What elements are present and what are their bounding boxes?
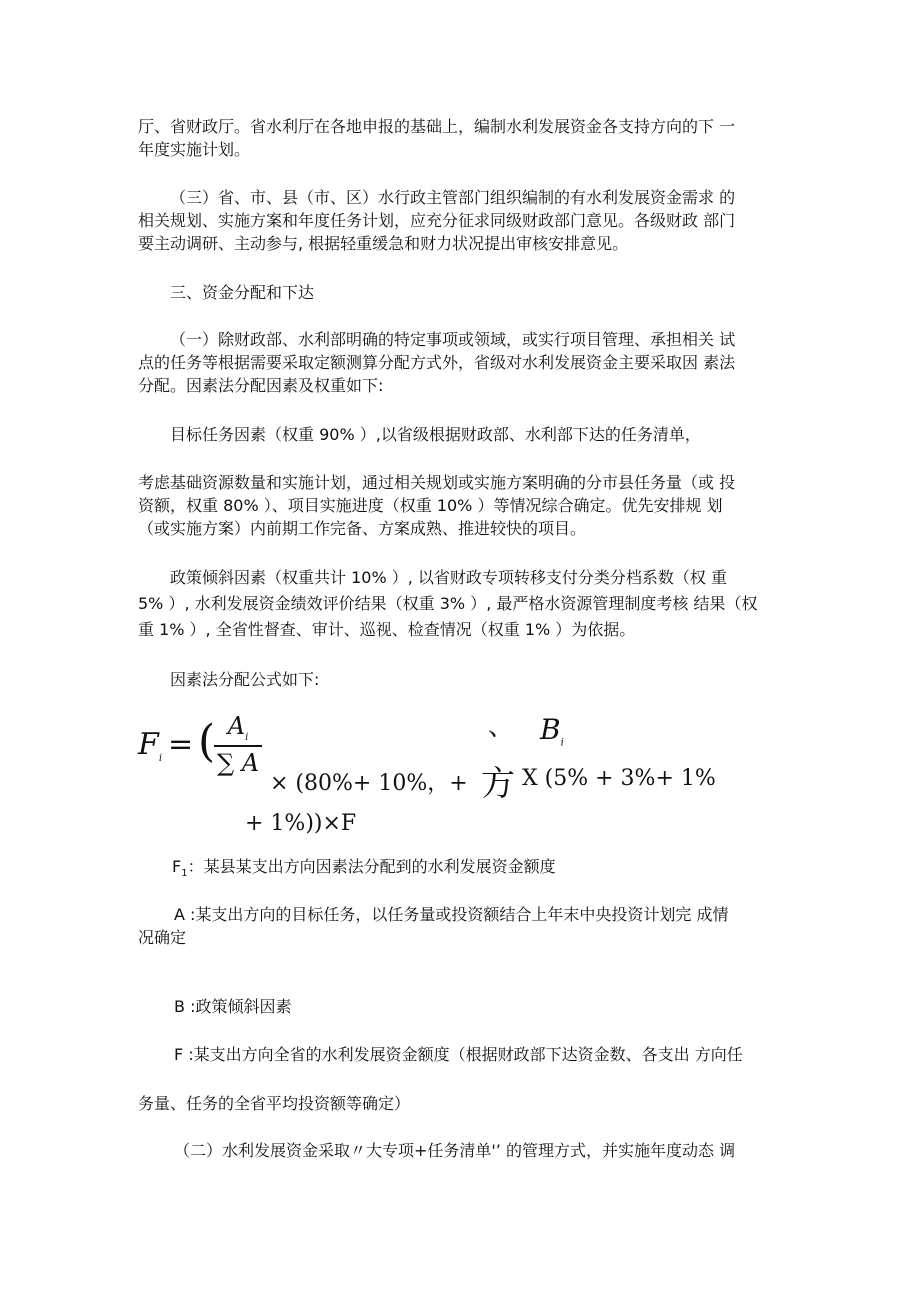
paragraph-line: 5% ）, 水利发展资金绩效评价结果（权重 3% ）, 最严格水资源管理制度考核 结果（权 — [138, 594, 758, 613]
formula-line-1: × (80%+ 10%，+ — [270, 771, 468, 796]
paragraph-line: （一）除财政部、水利部明确的特定事项或领域，或实行项目管理、承担相关 试 — [170, 330, 736, 349]
paragraph-line: （三）省、市、县（市、区）水行政主管部门组织编制的有水利发展资金需求 的 — [170, 188, 736, 207]
formula-b-term: $B_i$ — [540, 713, 564, 749]
paragraph-line: 政策倾斜因素（权重共计 10% ）, 以省财政专项转移支付分类分档系数（权 重 — [170, 568, 727, 587]
formula-open-paren: ( — [198, 716, 216, 767]
definition-f-line: F :某支出方向全省的水利发展资金额度（根据财政部下达资金数、各支出 方向任 — [174, 1045, 743, 1064]
paragraph-line: 资额，权重 80% ）、项目实施进度（权重 10% ）等情况综合确定。优先安排规 划 — [138, 496, 723, 515]
paragraph-line: 目标任务因素（权重 90% ）,以省级根据财政部、水利部下达的任务清单， — [170, 425, 701, 444]
definition-b: B :政策倾斜因素 — [174, 997, 292, 1016]
paragraph-line: （或实施方案）内前期工作完备、方案成熟、推进较快的项目。 — [138, 519, 587, 538]
paragraph-line: 因素法分配公式如下: — [170, 670, 320, 689]
formula-fang: 方 — [481, 764, 515, 804]
paragraph-line: 考虑基础资源数量和实施计划，通过相关规划或实施方案明确的分市县任务量（或 投 — [138, 473, 736, 492]
formula-lhs: $F_i$ = — [138, 727, 194, 764]
fraction-numerator: $A_i$ — [214, 712, 262, 747]
formula-line-2: + 1%))×F — [245, 811, 357, 836]
formula-fraction — [214, 712, 262, 777]
paragraph-line: 点的任务等根据需要采取定额测算分配方式外，省级对水利发展资金主要采取因 素法 — [138, 353, 736, 372]
definition-f-line: 务量、任务的全省平均投资额等确定） — [138, 1094, 411, 1113]
definition-a-line: 况确定 — [138, 928, 187, 947]
definition-a-line: A :某支出方向的目标任务，以任务量或投资额结合上年末中央投资计划完 成情 — [174, 905, 729, 924]
section-heading: 三、资金分配和下达 — [170, 283, 315, 302]
definition-f1: $F_1$：某县某支出方向因素法分配到的水利发展资金额度 — [172, 857, 556, 880]
paragraph-line: 要主动调研、主动参与, 根据轻重缓急和财力状况提出审核安排意见。 — [138, 234, 629, 253]
paragraph-line: 相关规划、实施方案和年度任务计划，应充分征求同级财政部门意见。各级财政 部门 — [138, 211, 736, 230]
paragraph-line: （二）水利发展资金采取〃大专项+任务清单'’ 的管理方式，并实施年度动态 调 — [174, 1141, 736, 1160]
paragraph-line: 分配。因素法分配因素及权重如下: — [138, 376, 384, 395]
paragraph-line: 厅、省财政厅。省水利厅在各地申报的基础上，编制水利发展资金各支持方向的下 一 — [138, 117, 736, 136]
formula-line-1b: X (5% + 3%+ 1% — [522, 766, 716, 791]
paragraph-line: 年度实施计划。 — [138, 140, 251, 159]
formula-separator: 、 — [488, 712, 515, 742]
paragraph-line: 重 1% ）, 全省性督查、审计、巡视、检查情况（权重 1% ）为依据。 — [138, 620, 636, 639]
fraction-denominator: ∑ A — [216, 748, 260, 777]
